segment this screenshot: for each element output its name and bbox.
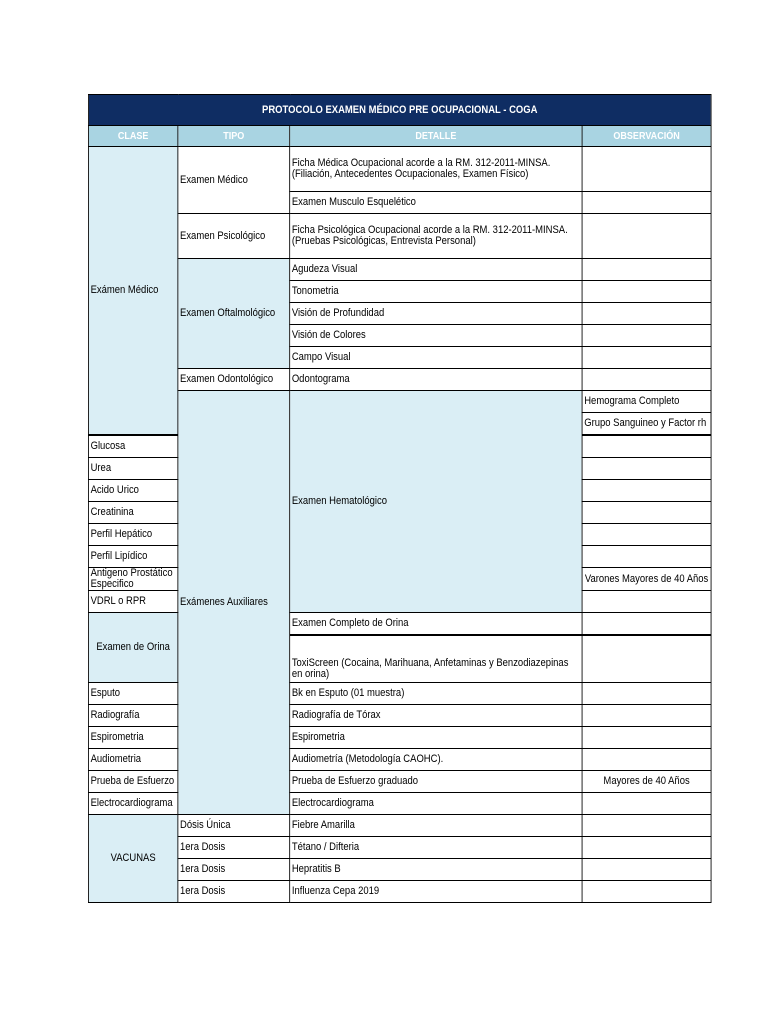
observacion-cell: [582, 259, 711, 281]
detalle-ficha-psico: Ficha Psicológica Ocupacional acorde a la RM. 312-2011-MINSA.(Pruebas Psicológicas, Entrevista Personal): [290, 214, 582, 259]
observacion-cell: [582, 749, 711, 771]
observacion-cell: [582, 458, 711, 480]
observacion-cell: [582, 192, 711, 214]
observacion-cell: [582, 347, 711, 369]
table-row: [88, 147, 711, 192]
table-row: [88, 259, 711, 281]
tipo-esputo: Esputo: [88, 683, 177, 705]
table-row: [88, 859, 711, 881]
table-title: PROTOCOLO EXAMEN MÉDICO PRE OCUPACIONAL - COGA: [88, 95, 711, 126]
detalle-antigeno: Antigeno Prostático Especifico: [88, 568, 177, 591]
observacion-cell: [582, 546, 711, 568]
detalle-lipidico: Perfil Lipídico: [88, 546, 177, 568]
header-detalle: DETALLE: [290, 126, 582, 147]
detalle-odontograma: Odontograma: [290, 369, 582, 391]
observacion-antigeno: Varones Mayores de 40 Años: [582, 568, 711, 591]
detalle-creatinina: Creatinina: [88, 502, 177, 524]
tipo-electro: Electrocardiograma: [88, 793, 177, 815]
observacion-cell: [582, 635, 711, 683]
observacion-esfuerzo: Mayores de 40 Años: [582, 771, 711, 793]
observacion-cell: [582, 303, 711, 325]
detalle-campo: Campo Visual: [290, 347, 582, 369]
header-tipo: TIPO: [178, 126, 290, 147]
detalle-ficha-medica: Ficha Médica Ocupacional acorde a la RM. 312-2011-MINSA.(Filiación, Antecedentes Ocupacionales, Examen Físico): [290, 147, 582, 192]
detalle-audiometria: Audiometría (Metodología CAOHC).: [290, 749, 582, 771]
tipo-primera-dosis: 1era Dosis: [178, 859, 290, 881]
observacion-cell: [582, 480, 711, 502]
observacion-cell: [582, 683, 711, 705]
observacion-cell: [582, 881, 711, 903]
tipo-orina: Examen de Orina: [88, 613, 177, 683]
tipo-primera-dosis: 1era Dosis: [178, 837, 290, 859]
observacion-cell: [582, 793, 711, 815]
table-row: [88, 815, 711, 837]
detalle-toxiscreen: ToxiScreen (Cocaina, Marihuana, Anfetaminas y Benzodiazepinas en orina): [290, 635, 582, 683]
tipo-psicologico: Examen Psicológico: [178, 214, 290, 259]
tipo-espirometria: Espirometria: [88, 727, 177, 749]
observacion-cell: [582, 325, 711, 347]
observacion-cell: [582, 591, 711, 613]
table-row: [88, 214, 711, 259]
detalle-agudeza: Agudeza Visual: [290, 259, 582, 281]
table-row: [88, 881, 711, 903]
tipo-hematologico: Examen Hematológico: [290, 391, 582, 613]
clase-auxiliares: Exámenes Auxiliares: [178, 391, 290, 815]
protocol-table: [88, 94, 712, 903]
tipo-examen-medico: Examen Médico: [178, 147, 290, 214]
observacion-cell: [582, 147, 711, 192]
observacion-cell: [582, 705, 711, 727]
detalle-acido: Acido Urico: [88, 480, 177, 502]
detalle-hepatico: Perfil Hepático: [88, 524, 177, 546]
detalle-espirometria: Espirometria: [290, 727, 582, 749]
tipo-oftalmologico: Examen Oftalmológico: [178, 259, 290, 369]
observacion-cell: [582, 859, 711, 881]
detalle-orina-completo: Examen Completo de Orina: [290, 613, 582, 636]
detalle-urea: Urea: [88, 458, 177, 480]
detalle-musculo: Examen Musculo Esquelético: [290, 192, 582, 214]
header-observacion: OBSERVACIÓN: [582, 126, 711, 147]
observacion-cell: [582, 727, 711, 749]
detalle-vdrl: VDRL o RPR: [88, 591, 177, 613]
clase-examen-medico: Exámen Médico: [88, 147, 177, 436]
observacion-cell: [582, 837, 711, 859]
table-row: [88, 837, 711, 859]
detalle-profundidad: Visión de Profundidad: [290, 303, 582, 325]
detalle-colores: Visión de Colores: [290, 325, 582, 347]
observacion-cell: [582, 502, 711, 524]
observacion-cell: [582, 369, 711, 391]
observacion-cell: [582, 815, 711, 837]
detalle-bk: Bk en Esputo (01 muestra): [290, 683, 582, 705]
detalle-hepatitis: Hepratitis B: [290, 859, 582, 881]
detalle-tetano: Tétano / Difteria: [290, 837, 582, 859]
tipo-esfuerzo: Prueba de Esfuerzo: [88, 771, 177, 793]
header-clase: CLASE: [88, 126, 177, 147]
detalle-influenza: Influenza Cepa 2019: [290, 881, 582, 903]
detalle-tonometria: Tonometria: [290, 281, 582, 303]
observacion-cell: [582, 214, 711, 259]
observacion-cell: [582, 281, 711, 303]
observacion-cell: [582, 435, 711, 458]
detalle-glucosa: Glucosa: [88, 435, 177, 458]
tipo-dosis-unica: Dósis Única: [178, 815, 290, 837]
tipo-audiometria: Audiometria: [88, 749, 177, 771]
tipo-radiografia: Radiografía: [88, 705, 177, 727]
table-row: [88, 369, 711, 391]
detalle-fiebre: Fiebre Amarilla: [290, 815, 582, 837]
observacion-cell: [582, 613, 711, 636]
detalle-rx-torax: Radiografía de Tórax: [290, 705, 582, 727]
clase-vacunas: VACUNAS: [88, 815, 177, 903]
detalle-hemograma: Hemograma Completo: [582, 391, 711, 413]
detalle-grupo: Grupo Sanguineo y Factor rh: [582, 413, 711, 436]
tipo-primera-dosis: 1era Dosis: [178, 881, 290, 903]
observacion-cell: [582, 524, 711, 546]
table-row: [88, 391, 711, 413]
detalle-esfuerzo: Prueba de Esfuerzo graduado: [290, 771, 582, 793]
detalle-electro: Electrocardiograma: [290, 793, 582, 815]
tipo-odontologico: Examen Odontológico: [178, 369, 290, 391]
